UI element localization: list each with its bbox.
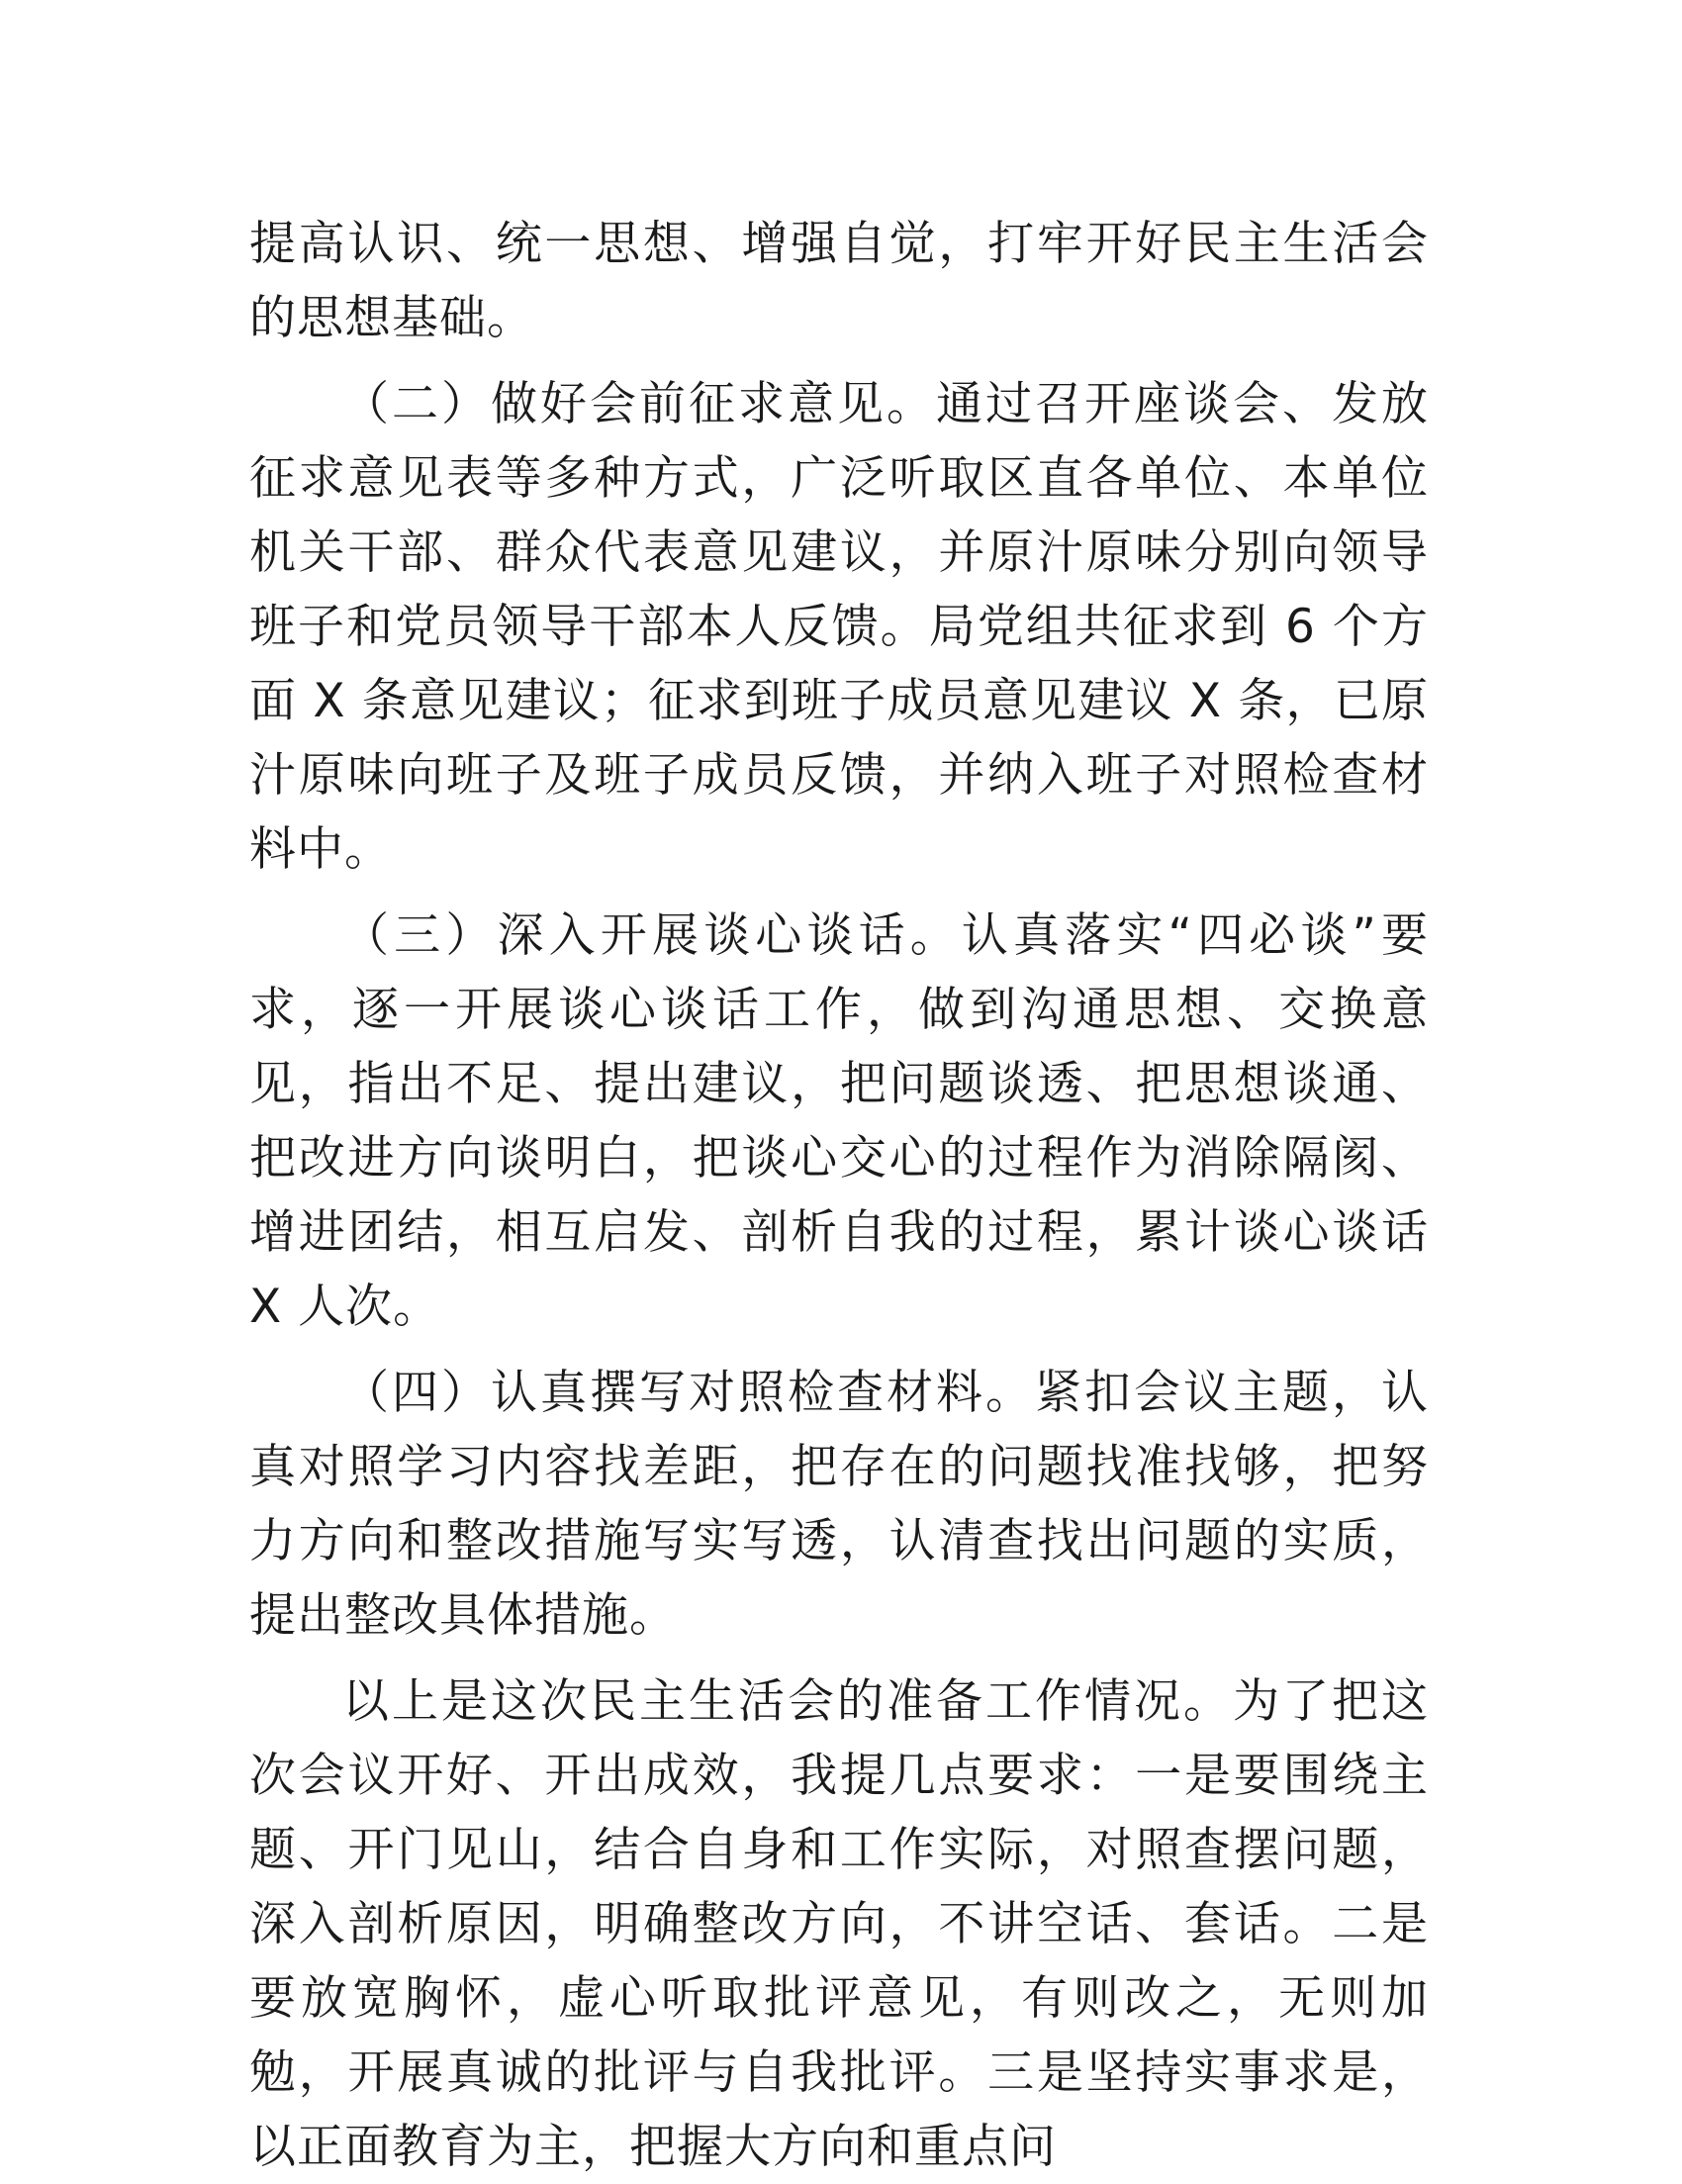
paragraph-heart-to-heart-talks: （三）深入开展谈心谈话。认真落实“四必谈”要求，逐一开展谈心谈话工作，做到沟通思想、交换意见，指出不足、提出建议，把问题谈透、把思想谈通、把改进方向谈明白，把谈心交心的过程作为消除隔阂、增进团结，相互启发、剖析自我的过程，累计谈心谈话 X 人次。: [249, 908, 1429, 1334]
paragraph-requirements: 以上是这次民主生活会的准备工作情况。为了把这次会议开好、开出成效，我提几点要求：一是要围绕主题、开门见山，结合自身和工作实际，对照查摆问题，深入剖析原因，明确整改方向，不讲空话、套话。二是要放宽胸怀，虚心听取批评意见，有则改之，无则加勉，开展真诚的批评与自我批评。三是坚持实事求是，以正面教育为主，把握大方向和重点问: [249, 1674, 1429, 2174]
paragraph-solicit-opinions: （二）做好会前征求意见。通过召开座谈会、发放征求意见表等多种方式，广泛听取区直各单位、本单位机关干部、群众代表意见建议，并原汁原味分别向领导班子和党员领导干部本人反馈。局党组共征求到 6 个方面 X 条意见建议；征求到班子成员意见建议 X 条，已原汁原味向班子及班子成员反馈，并纳入班子对照检查材料中。: [249, 377, 1429, 877]
paragraph-review-materials: （四）认真撰写对照检查材料。紧扣会议主题，认真对照学习内容找差距，把存在的问题找准找够，把努力方向和整改措施写实写透，认清查找出问题的实质，提出整改具体措施。: [249, 1366, 1429, 1643]
document-body: [249, 207, 1429, 2184]
paragraph-continuation: 提高认识、统一思想、增强自觉，打牢开好民主生活会的思想基础。: [249, 217, 1429, 345]
